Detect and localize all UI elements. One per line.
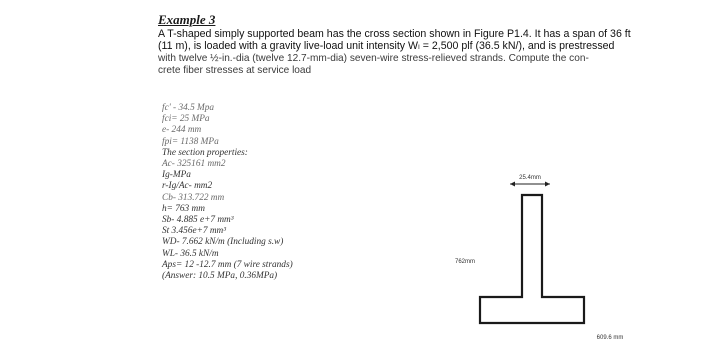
problem-statement — [158, 28, 631, 77]
problem-line: crete fiber stresses at service load — [158, 64, 312, 76]
given-cb: Cb- 313.722 mm — [162, 192, 225, 203]
flange-width-label: 609.6 mm — [596, 335, 624, 339]
problem-line: with twelve ½-in.-dia (twelve 12.7-mm-dia) seven-wire stress-relieved strands. Compute the con- — [158, 52, 589, 64]
stem-width-arrow — [510, 182, 550, 187]
given-eccentricity: e- 244 mm — [162, 125, 202, 136]
problem-line: (11 m), is loaded with a gravity live-load unit intensity Wₗ = 2,500 plf (36.5 kN/), and is prestressed — [158, 40, 615, 53]
given-answer: (Answer: 10.5 MPa, 0.36MPa) — [162, 271, 278, 282]
given-dead-load: WD- 7.662 kN/m (Including s.w) — [162, 237, 284, 248]
given-live-load: WL- 36.5 kN/m — [162, 248, 219, 259]
given-inertia: Ig-MPa — [162, 170, 191, 181]
stem-width-label: 25.4mm — [519, 175, 541, 181]
given-fci: fci= 25 MPa — [162, 114, 210, 125]
t-section-outline — [480, 195, 584, 323]
given-fpi: fpi= 1138 MPa — [162, 136, 219, 147]
given-radius-gyration: r-Ig/Ac- mm2 — [162, 181, 213, 192]
given-fc: fc' - 34.5 Mpa — [162, 103, 215, 113]
given-st: St 3.456e+7 mm³ — [162, 226, 227, 237]
given-area: Ac- 325161 mm2 — [162, 159, 226, 170]
given-aps: Aps= 12 -12.7 mm (7 wire strands) — [162, 259, 293, 270]
problem-line: A T-shaped simply supported beam has the cross section shown in Figure P1.4. It has a span of 36 ft — [158, 28, 631, 40]
section-properties-heading: The section properties: — [162, 147, 248, 158]
example-heading: Example 3 — [158, 12, 216, 27]
given-data-list — [162, 103, 293, 282]
given-sb: Sb- 4.885 e+7 mm³ — [162, 215, 234, 226]
t-section-diagram — [454, 160, 670, 339]
given-height: h= 763 mm — [162, 203, 205, 214]
height-label: 762mm — [454, 259, 476, 265]
